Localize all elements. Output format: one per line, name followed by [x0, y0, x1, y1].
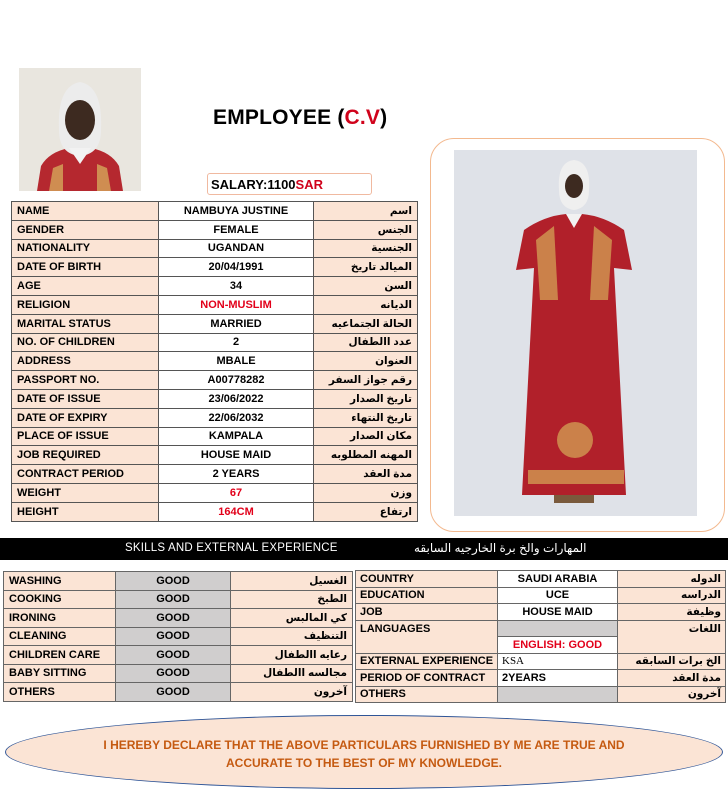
skill-arabic-label: رعايه االطفال [231, 646, 353, 665]
info-label: NATIONALITY [12, 239, 159, 258]
salary-currency: SAR [295, 177, 323, 192]
info-arabic-label: الميالد تاريخ [314, 258, 418, 277]
skills-table [3, 571, 353, 702]
info-value: MARRIED [159, 314, 314, 333]
info-arabic-label: اسم [314, 202, 418, 221]
table-row [12, 371, 418, 390]
skill-arabic-label: مجالسه االطفال [231, 664, 353, 683]
exp-label: PERIOD OF CONTRACT [356, 670, 498, 687]
exp-arabic: مدة العقد [618, 670, 726, 687]
table-row [12, 295, 418, 314]
skill-arabic-label: التنظيف [231, 627, 353, 646]
info-value: 67 [159, 483, 314, 502]
info-label: CONTRACT PERIOD [12, 465, 159, 484]
info-arabic-label: الجنسية [314, 239, 418, 258]
exp-arabic: الدوله [618, 571, 726, 588]
table-row [12, 352, 418, 371]
table-row [12, 314, 418, 333]
info-arabic-label: مدة العقد [314, 465, 418, 484]
info-arabic-label: السن [314, 277, 418, 296]
salary-box [207, 173, 372, 195]
skill-arabic-label: الطبخ [231, 590, 353, 609]
declaration-text [6, 736, 722, 772]
exp-label: COUNTRY [356, 571, 498, 588]
table-row [12, 446, 418, 465]
table-row [356, 670, 726, 687]
exp-arabic: وظيفة [618, 604, 726, 621]
info-value: KAMPALA [159, 427, 314, 446]
exp-arabic: آخرون [618, 686, 726, 703]
info-value: 23/06/2022 [159, 389, 314, 408]
info-arabic-label: الجنس [314, 220, 418, 239]
info-arabic-label: الديانه [314, 295, 418, 314]
salary-label: SALARY:1100 [211, 177, 296, 192]
info-value: UGANDAN [159, 239, 314, 258]
exp-label: LANGUAGES [356, 620, 498, 653]
exp-arabic: اللغات [618, 620, 726, 653]
table-row [4, 572, 353, 591]
info-arabic-label: الحالة الجتماعيه [314, 314, 418, 333]
table-row [356, 571, 726, 588]
skill-label: CLEANING [4, 627, 116, 646]
table-row [12, 483, 418, 502]
info-label: DATE OF BIRTH [12, 258, 159, 277]
exp-value: HOUSE MAID [498, 604, 618, 621]
table-row [4, 664, 353, 683]
info-value: 22/06/2032 [159, 408, 314, 427]
personal-info-table [11, 201, 418, 522]
info-value: 164CM [159, 502, 314, 521]
portrait-photo [19, 68, 141, 191]
info-label: DATE OF EXPIRY [12, 408, 159, 427]
skill-value: GOOD [116, 683, 231, 702]
experience-table [355, 570, 726, 703]
table-row [4, 683, 353, 702]
info-label: WEIGHT [12, 483, 159, 502]
info-value: NAMBUYA JUSTINE [159, 202, 314, 221]
info-value: 2 [159, 333, 314, 352]
skill-label: BABY SITTING [4, 664, 116, 683]
declaration-line-1: I HEREBY DECLARE THAT THE ABOVE PARTICULARS FURNISHED BY ME ARE TRUE AND [103, 738, 625, 752]
table-row [4, 646, 353, 665]
exp-value: UCE [498, 587, 618, 604]
skill-label: COOKING [4, 590, 116, 609]
table-row [12, 258, 418, 277]
exp-value: KSA [498, 653, 618, 670]
table-row [12, 408, 418, 427]
exp-arabic: الدراسه [618, 587, 726, 604]
skill-value: GOOD [116, 646, 231, 665]
info-arabic-label: عدد االطفال [314, 333, 418, 352]
exp-label: OTHERS [356, 686, 498, 703]
skill-value: GOOD [116, 609, 231, 628]
info-label: HEIGHT [12, 502, 159, 521]
exp-value-languages: ENGLISH: GOOD [498, 637, 618, 654]
table-row [4, 609, 353, 628]
skill-arabic-label: آخرون [231, 683, 353, 702]
info-label: RELIGION [12, 295, 159, 314]
declaration-line-2: ACCURATE TO THE BEST OF MY KNOWLEDGE. [225, 756, 502, 770]
title-highlight: C.V [344, 106, 381, 129]
page-title: EMPLOYEE (C.V) [213, 106, 388, 129]
full-body-photo [454, 150, 697, 516]
skill-label: WASHING [4, 572, 116, 591]
skill-label: CHILDREN CARE [4, 646, 116, 665]
info-arabic-label: ارتفاع [314, 502, 418, 521]
info-label: GENDER [12, 220, 159, 239]
skill-label: IRONING [4, 609, 116, 628]
info-value: HOUSE MAID [159, 446, 314, 465]
info-label: ADDRESS [12, 352, 159, 371]
table-row [4, 590, 353, 609]
table-row [12, 239, 418, 258]
info-value: FEMALE [159, 220, 314, 239]
info-label: PLACE OF ISSUE [12, 427, 159, 446]
info-label: JOB REQUIRED [12, 446, 159, 465]
skills-header-arabic: المهارات والخ برة الخارجيه السابقه [414, 541, 587, 555]
table-row [12, 333, 418, 352]
info-arabic-label: العنوان [314, 352, 418, 371]
exp-value-empty [498, 620, 618, 637]
skill-arabic-label: كي المالبس [231, 609, 353, 628]
table-row [12, 220, 418, 239]
info-value: MBALE [159, 352, 314, 371]
info-value: 2 YEARS [159, 465, 314, 484]
info-label: DATE OF ISSUE [12, 389, 159, 408]
exp-value: 2YEARS [498, 670, 618, 687]
table-row [356, 587, 726, 604]
table-row [356, 653, 726, 670]
full-body-photo-image [454, 150, 697, 516]
info-arabic-label: المهنه المطلوبه [314, 446, 418, 465]
info-label: MARITAL STATUS [12, 314, 159, 333]
exp-label: JOB [356, 604, 498, 621]
declaration-box [5, 715, 723, 789]
info-arabic-label: وزن [314, 483, 418, 502]
info-arabic-label: تاريخ الصدار [314, 389, 418, 408]
skills-header-english: SKILLS AND EXTERNAL EXPERIENCE [125, 542, 338, 554]
table-row [12, 502, 418, 521]
skill-arabic-label: الغسيل [231, 572, 353, 591]
info-value: NON-MUSLIM [159, 295, 314, 314]
info-label: NAME [12, 202, 159, 221]
skill-label: OTHERS [4, 683, 116, 702]
info-value: 20/04/1991 [159, 258, 314, 277]
info-label: AGE [12, 277, 159, 296]
table-row [12, 465, 418, 484]
table-row [12, 202, 418, 221]
info-arabic-label: مكان الصدار [314, 427, 418, 446]
table-row [4, 627, 353, 646]
table-row [12, 389, 418, 408]
table-row [12, 427, 418, 446]
info-arabic-label: تاريخ النتهاء [314, 408, 418, 427]
info-value: 34 [159, 277, 314, 296]
skills-header-bar [0, 538, 728, 560]
exp-value [498, 686, 618, 703]
skill-value: GOOD [116, 627, 231, 646]
info-label: PASSPORT NO. [12, 371, 159, 390]
table-row [356, 686, 726, 703]
portrait-photo-image [19, 68, 141, 191]
info-value: A00778282 [159, 371, 314, 390]
exp-value: SAUDI ARABIA [498, 571, 618, 588]
table-row [356, 620, 726, 637]
skill-value: GOOD [116, 572, 231, 591]
exp-arabic: الخ برات السابقه [618, 653, 726, 670]
info-arabic-label: رقم جواز السفر [314, 371, 418, 390]
skill-value: GOOD [116, 590, 231, 609]
exp-label: EXTERNAL EXPERIENCE [356, 653, 498, 670]
info-label: NO. OF CHILDREN [12, 333, 159, 352]
exp-label: EDUCATION [356, 587, 498, 604]
table-row [12, 277, 418, 296]
table-row [356, 604, 726, 621]
skill-value: GOOD [116, 664, 231, 683]
